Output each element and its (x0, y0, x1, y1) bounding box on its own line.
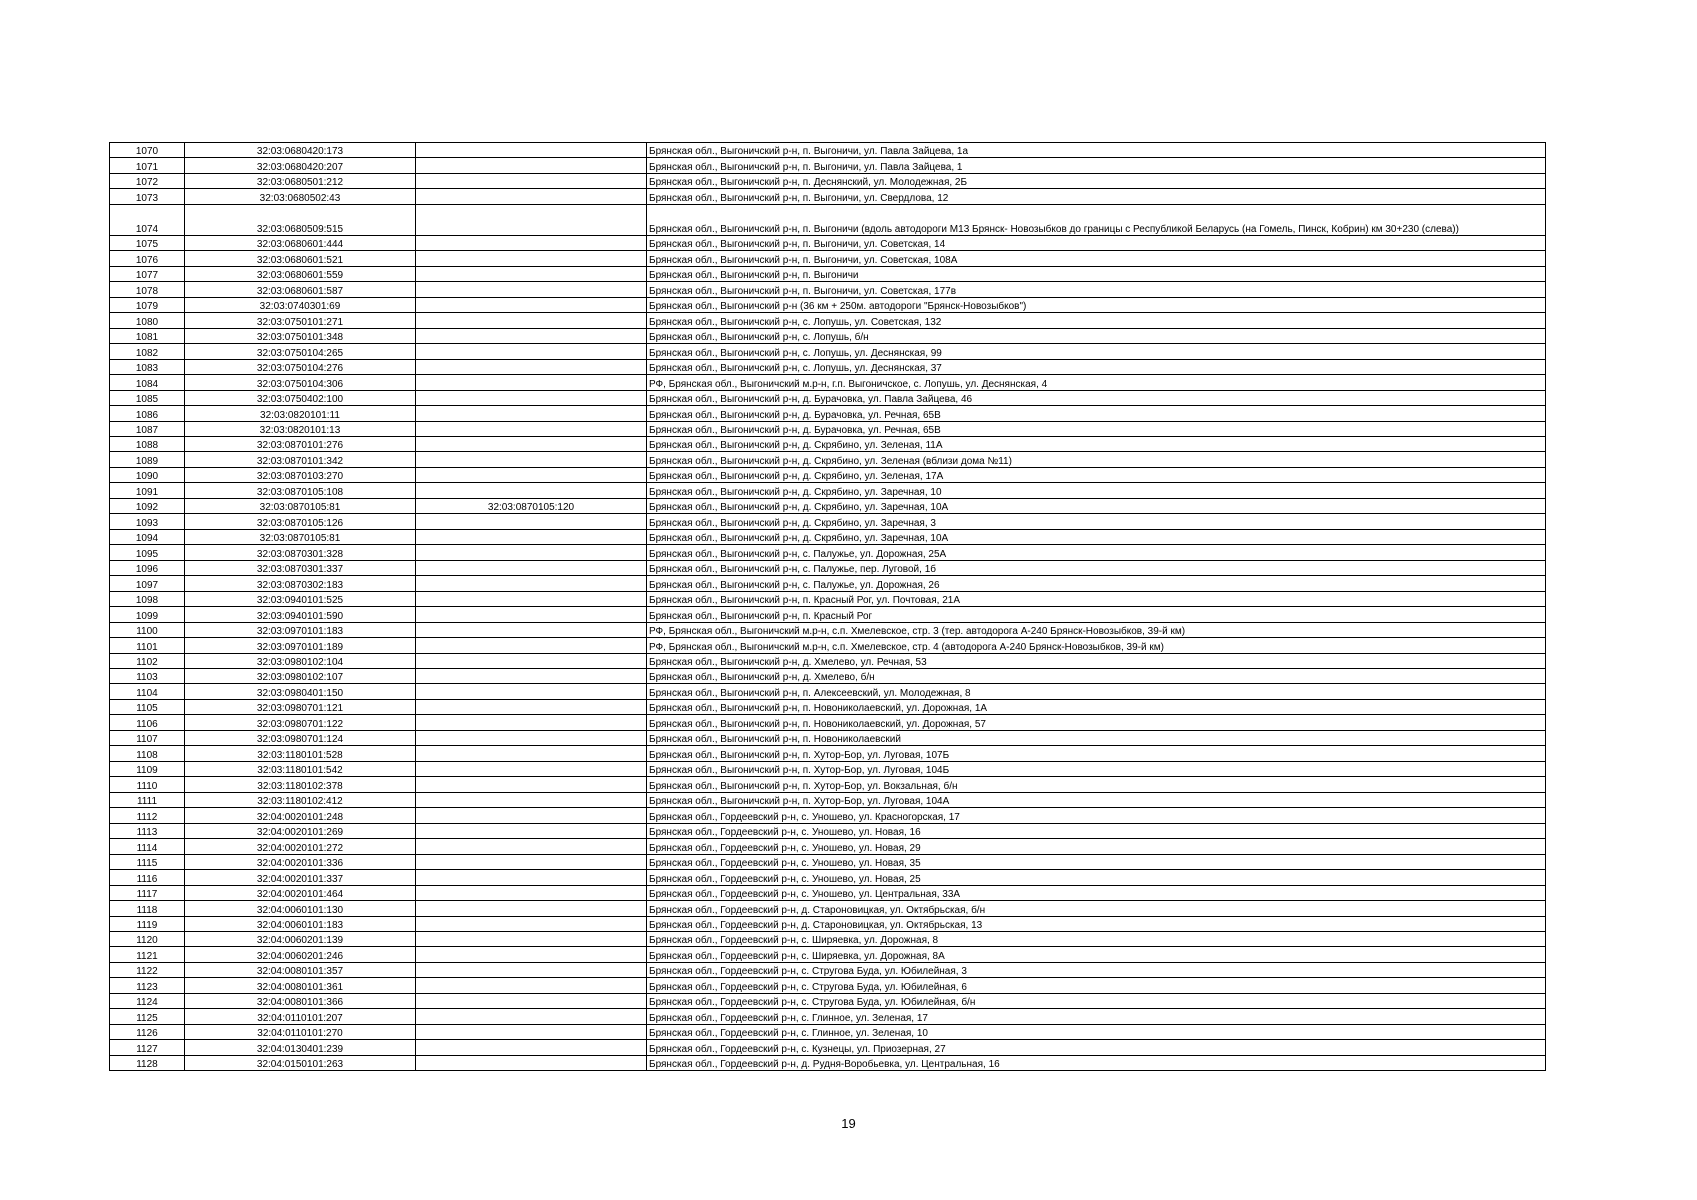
related-cadastral-number-cell (416, 931, 647, 946)
cadastral-number-cell: 32:03:0870101:276 (185, 436, 416, 451)
related-cadastral-number-cell (416, 947, 647, 962)
related-cadastral-number-cell: 32:03:0870105:120 (416, 498, 647, 513)
cadastral-number-cell: 32:03:0750402:100 (185, 390, 416, 405)
related-cadastral-number-cell (416, 452, 647, 467)
related-cadastral-number-cell (416, 576, 647, 591)
related-cadastral-number-cell (416, 375, 647, 390)
row-number-cell: 1071 (110, 158, 185, 173)
cadastral-number-cell: 32:03:0940101:525 (185, 591, 416, 606)
row-number-cell: 1077 (110, 266, 185, 281)
row-number-cell: 1097 (110, 576, 185, 591)
row-number-cell: 1088 (110, 436, 185, 451)
table-row (110, 1055, 1546, 1070)
row-number-cell: 1108 (110, 746, 185, 761)
row-number-cell: 1078 (110, 282, 185, 297)
related-cadastral-number-cell (416, 823, 647, 838)
cadastral-number-cell: 32:04:0080101:361 (185, 978, 416, 993)
table-row (110, 901, 1546, 916)
address-cell: Брянская обл., Выгоничский р-н, д. Скрябино, ул. Заречная, 10А (647, 498, 1546, 513)
cadastral-number-cell: 32:03:0680501:212 (185, 173, 416, 188)
table-row (110, 204, 1546, 235)
row-number-cell: 1101 (110, 638, 185, 653)
row-number-cell: 1073 (110, 189, 185, 204)
related-cadastral-number-cell (416, 854, 647, 869)
table-row (110, 746, 1546, 761)
related-cadastral-number-cell (416, 653, 647, 668)
row-number-cell: 1084 (110, 375, 185, 390)
table-row (110, 576, 1546, 591)
cadastral-number-cell: 32:03:0820101:11 (185, 406, 416, 421)
table-row (110, 189, 1546, 204)
table-row (110, 235, 1546, 250)
address-cell: Брянская обл., Выгоничский р-н, с. Лопушь, ул. Советская, 132 (647, 313, 1546, 328)
cadastral-number-cell: 32:03:0980102:107 (185, 669, 416, 684)
address-cell: Брянская обл., Выгоничский р-н (36 км + 250м. автодороги "Брянск-Новозыбков") (647, 297, 1546, 312)
related-cadastral-number-cell (416, 282, 647, 297)
row-number-cell: 1070 (110, 143, 185, 158)
row-number-cell: 1118 (110, 901, 185, 916)
row-number-cell: 1128 (110, 1055, 185, 1070)
row-number-cell: 1086 (110, 406, 185, 421)
related-cadastral-number-cell (416, 359, 647, 374)
cadastral-number-cell: 32:03:0870103:270 (185, 467, 416, 482)
cadastral-number-cell: 32:03:0980102:104 (185, 653, 416, 668)
address-cell: Брянская обл., Гордеевский р-н, д. Рудня-Воробьевка, ул. Центральная, 16 (647, 1055, 1546, 1070)
cadastral-number-cell: 32:03:0980701:122 (185, 715, 416, 730)
table-row (110, 669, 1546, 684)
row-number-cell: 1094 (110, 529, 185, 544)
address-cell: Брянская обл., Выгоничский р-н, п. Выгоничи, ул. Советская, 177в (647, 282, 1546, 297)
row-number-cell: 1102 (110, 653, 185, 668)
row-number-cell: 1079 (110, 297, 185, 312)
related-cadastral-number-cell (416, 591, 647, 606)
table-row (110, 375, 1546, 390)
address-cell: Брянская обл., Выгоничский р-н, д. Хмелево, ул. Речная, 53 (647, 653, 1546, 668)
related-cadastral-number-cell (416, 808, 647, 823)
address-cell: Брянская обл., Выгоничский р-н, п. Выгоничи, ул. Советская, 108А (647, 251, 1546, 266)
address-cell: Брянская обл., Выгоничский р-н, д. Скрябино, ул. Зеленая, 11А (647, 436, 1546, 451)
related-cadastral-number-cell (416, 993, 647, 1008)
table-row (110, 870, 1546, 885)
related-cadastral-number-cell (416, 622, 647, 637)
cadastral-number-cell: 32:03:0750101:271 (185, 313, 416, 328)
row-number-cell: 1075 (110, 235, 185, 250)
row-number-cell: 1110 (110, 777, 185, 792)
address-cell: Брянская обл., Гордеевский р-н, с. Уношево, ул. Новая, 35 (647, 854, 1546, 869)
related-cadastral-number-cell (416, 143, 647, 158)
row-number-cell: 1123 (110, 978, 185, 993)
address-cell: Брянская обл., Выгоничский р-н, п. Хутор-Бор, ул. Луговая, 104Б (647, 761, 1546, 776)
related-cadastral-number-cell (416, 189, 647, 204)
table-row (110, 529, 1546, 544)
cadastral-number-cell: 32:04:0020101:272 (185, 839, 416, 854)
cadastral-number-cell: 32:03:0680502:43 (185, 189, 416, 204)
address-cell: Брянская обл., Выгоничский р-н, с. Палужье, пер. Луговой, 1б (647, 560, 1546, 575)
table-row (110, 266, 1546, 281)
cadastral-number-cell: 32:03:0980701:121 (185, 699, 416, 714)
table-row (110, 622, 1546, 637)
cadastral-number-cell: 32:04:0080101:366 (185, 993, 416, 1008)
cadastral-number-cell: 32:03:0820101:13 (185, 421, 416, 436)
table-row (110, 839, 1546, 854)
row-number-cell: 1115 (110, 854, 185, 869)
row-number-cell: 1074 (110, 204, 185, 235)
cadastral-number-cell: 32:04:0060101:183 (185, 916, 416, 931)
address-cell: Брянская обл., Выгоничский р-н, п. Выгоничи, ул. Советская, 14 (647, 235, 1546, 250)
related-cadastral-number-cell (416, 761, 647, 776)
related-cadastral-number-cell (416, 467, 647, 482)
cadastral-number-cell: 32:04:0020101:336 (185, 854, 416, 869)
cadastral-number-cell: 32:03:1180102:378 (185, 777, 416, 792)
table-row (110, 854, 1546, 869)
table-row (110, 282, 1546, 297)
table-row (110, 715, 1546, 730)
cadastral-number-cell: 32:04:0110101:207 (185, 1009, 416, 1024)
related-cadastral-number-cell (416, 839, 647, 854)
table-row (110, 498, 1546, 513)
table-row (110, 297, 1546, 312)
cadastral-number-cell: 32:03:0980401:150 (185, 684, 416, 699)
row-number-cell: 1126 (110, 1024, 185, 1039)
address-cell: Брянская обл., Выгоничский р-н, с. Палужье, ул. Дорожная, 26 (647, 576, 1546, 591)
address-cell: Брянская обл., Выгоничский р-н, п. Выгоничи, ул. Павла Зайцева, 1а (647, 143, 1546, 158)
related-cadastral-number-cell (416, 251, 647, 266)
row-number-cell: 1106 (110, 715, 185, 730)
row-number-cell: 1105 (110, 699, 185, 714)
table-row (110, 638, 1546, 653)
cadastral-number-cell: 32:04:0020101:248 (185, 808, 416, 823)
page-number: 19 (841, 1116, 856, 1131)
table-row (110, 313, 1546, 328)
address-cell: Брянская обл., Выгоничский р-н, с. Лопушь, ул. Деснянская, 99 (647, 344, 1546, 359)
row-number-cell: 1081 (110, 328, 185, 343)
address-cell: Брянская обл., Выгоничский р-н, д. Скрябино, ул. Заречная, 10А (647, 529, 1546, 544)
table-row (110, 730, 1546, 745)
row-number-cell: 1096 (110, 560, 185, 575)
row-number-cell: 1111 (110, 792, 185, 807)
address-cell: Брянская обл., Выгоничский р-н, п. Деснянский, ул. Молодежная, 2Б (647, 173, 1546, 188)
address-cell: Брянская обл., Выгоничский р-н, д. Скрябино, ул. Заречная, 3 (647, 514, 1546, 529)
related-cadastral-number-cell (416, 978, 647, 993)
related-cadastral-number-cell (416, 328, 647, 343)
address-cell: Брянская обл., Гордеевский р-н, с. Уношево, ул. Центральная, 33А (647, 885, 1546, 900)
related-cadastral-number-cell (416, 1024, 647, 1039)
address-cell: Брянская обл., Гордеевский р-н, д. Староновицкая, ул. Октябрьская, 13 (647, 916, 1546, 931)
table-row (110, 699, 1546, 714)
row-number-cell: 1112 (110, 808, 185, 823)
table-row (110, 421, 1546, 436)
related-cadastral-number-cell (416, 235, 647, 250)
table-row (110, 344, 1546, 359)
table-row (110, 545, 1546, 560)
address-cell: Брянская обл., Выгоничский р-н, п. Хутор-Бор, ул. Вокзальная, б/н (647, 777, 1546, 792)
address-cell: Брянская обл., Выгоничский р-н, п. Выгоничи, ул. Свердлова, 12 (647, 189, 1546, 204)
table-row (110, 483, 1546, 498)
address-cell: Брянская обл., Выгоничский р-н, п. Новониколаевский, ул. Дорожная, 57 (647, 715, 1546, 730)
table-row (110, 452, 1546, 467)
table-row (110, 390, 1546, 405)
related-cadastral-number-cell (416, 792, 647, 807)
cadastral-number-cell: 32:04:0060101:130 (185, 901, 416, 916)
address-cell: Брянская обл., Выгоничский р-н, д. Скрябино, ул. Зеленая (вблизи дома №11) (647, 452, 1546, 467)
cadastral-number-cell: 32:03:0750104:276 (185, 359, 416, 374)
table-row (110, 808, 1546, 823)
row-number-cell: 1109 (110, 761, 185, 776)
table-row (110, 560, 1546, 575)
address-cell: Брянская обл., Гордеевский р-н, с. Стругова Буда, ул. Юбилейная, б/н (647, 993, 1546, 1008)
related-cadastral-number-cell (416, 885, 647, 900)
cadastral-number-cell: 32:03:0680601:521 (185, 251, 416, 266)
cadastral-number-cell: 32:04:0150101:263 (185, 1055, 416, 1070)
row-number-cell: 1124 (110, 993, 185, 1008)
row-number-cell: 1092 (110, 498, 185, 513)
table-row (110, 1040, 1546, 1055)
row-number-cell: 1095 (110, 545, 185, 560)
cadastral-number-cell: 32:03:0970101:183 (185, 622, 416, 637)
related-cadastral-number-cell (416, 715, 647, 730)
related-cadastral-number-cell (416, 607, 647, 622)
cadastral-number-cell: 32:03:0870302:183 (185, 576, 416, 591)
cadastral-number-cell: 32:03:0870105:81 (185, 498, 416, 513)
related-cadastral-number-cell (416, 421, 647, 436)
related-cadastral-number-cell (416, 1040, 647, 1055)
row-number-cell: 1125 (110, 1009, 185, 1024)
address-cell: Брянская обл., Выгоничский р-н, с. Палужье, ул. Дорожная, 25А (647, 545, 1546, 560)
cadastral-number-cell: 32:04:0020101:464 (185, 885, 416, 900)
related-cadastral-number-cell (416, 746, 647, 761)
related-cadastral-number-cell (416, 436, 647, 451)
address-cell: Брянская обл., Гордеевский р-н, с. Уношево, ул. Новая, 25 (647, 870, 1546, 885)
related-cadastral-number-cell (416, 158, 647, 173)
cadastral-number-cell: 32:03:0750104:265 (185, 344, 416, 359)
row-number-cell: 1100 (110, 622, 185, 637)
table-row (110, 761, 1546, 776)
related-cadastral-number-cell (416, 313, 647, 328)
cadastral-number-cell: 32:04:0080101:357 (185, 962, 416, 977)
cadastral-number-cell: 32:03:0980701:124 (185, 730, 416, 745)
row-number-cell: 1091 (110, 483, 185, 498)
address-cell: Брянская обл., Выгоничский р-н, д. Бурачовка, ул. Речная, 65В (647, 406, 1546, 421)
related-cadastral-number-cell (416, 390, 647, 405)
table-row (110, 607, 1546, 622)
cadastral-number-cell: 32:04:0130401:239 (185, 1040, 416, 1055)
row-number-cell: 1103 (110, 669, 185, 684)
related-cadastral-number-cell (416, 777, 647, 792)
address-cell: Брянская обл., Выгоничский р-н, п. Хутор-Бор, ул. Луговая, 104А (647, 792, 1546, 807)
row-number-cell: 1104 (110, 684, 185, 699)
related-cadastral-number-cell (416, 560, 647, 575)
row-number-cell: 1089 (110, 452, 185, 467)
table-row (110, 158, 1546, 173)
table-body (110, 143, 1546, 1071)
table-row (110, 653, 1546, 668)
related-cadastral-number-cell (416, 669, 647, 684)
cadastral-number-cell: 32:03:0940101:590 (185, 607, 416, 622)
address-cell: Брянская обл., Выгоничский р-н, с. Лопушь, б/н (647, 328, 1546, 343)
related-cadastral-number-cell (416, 699, 647, 714)
table-row (110, 173, 1546, 188)
row-number-cell: 1087 (110, 421, 185, 436)
table-row (110, 792, 1546, 807)
address-cell: Брянская обл., Выгоничский р-н, п. Красный Рог (647, 607, 1546, 622)
related-cadastral-number-cell (416, 406, 647, 421)
related-cadastral-number-cell (416, 962, 647, 977)
related-cadastral-number-cell (416, 204, 647, 235)
cadastral-number-cell: 32:03:0680601:444 (185, 235, 416, 250)
related-cadastral-number-cell (416, 916, 647, 931)
address-cell: Брянская обл., Выгоничский р-н, с. Лопушь, ул. Деснянская, 37 (647, 359, 1546, 374)
address-cell: Брянская обл., Гордеевский р-н, с. Глинное, ул. Зеленая, 10 (647, 1024, 1546, 1039)
row-number-cell: 1098 (110, 591, 185, 606)
address-cell: Брянская обл., Выгоничский р-н, д. Хмелево, б/н (647, 669, 1546, 684)
table-row (110, 916, 1546, 931)
cadastral-number-cell: 32:03:0870105:126 (185, 514, 416, 529)
address-cell: Брянская обл., Гордеевский р-н, с. Уношево, ул. Новая, 29 (647, 839, 1546, 854)
cadastral-number-cell: 32:04:0060201:139 (185, 931, 416, 946)
cadastral-number-cell: 32:03:0740301:69 (185, 297, 416, 312)
table-row (110, 591, 1546, 606)
related-cadastral-number-cell (416, 483, 647, 498)
row-number-cell: 1082 (110, 344, 185, 359)
related-cadastral-number-cell (416, 173, 647, 188)
table-row (110, 993, 1546, 1008)
address-cell: Брянская обл., Выгоничский р-н, п. Хутор-Бор, ул. Луговая, 107Б (647, 746, 1546, 761)
table-row (110, 359, 1546, 374)
address-cell: Брянская обл., Гордеевский р-н, с. Уношево, ул. Красногорская, 17 (647, 808, 1546, 823)
related-cadastral-number-cell (416, 344, 647, 359)
table-row (110, 885, 1546, 900)
table-row (110, 406, 1546, 421)
cadastral-number-cell: 32:04:0060201:246 (185, 947, 416, 962)
row-number-cell: 1072 (110, 173, 185, 188)
address-cell: Брянская обл., Выгоничский р-н, д. Скрябино, ул. Заречная, 10 (647, 483, 1546, 498)
related-cadastral-number-cell (416, 297, 647, 312)
row-number-cell: 1121 (110, 947, 185, 962)
related-cadastral-number-cell (416, 266, 647, 281)
cadastral-number-cell: 32:03:0680601:559 (185, 266, 416, 281)
table-row (110, 978, 1546, 993)
registry-table (109, 142, 1546, 1071)
address-cell: Брянская обл., Гордеевский р-н, д. Староновицкая, ул. Октябрьская, б/н (647, 901, 1546, 916)
address-cell: Брянская обл., Гордеевский р-н, с. Стругова Буда, ул. Юбилейная, 3 (647, 962, 1546, 977)
table-row (110, 514, 1546, 529)
row-number-cell: 1117 (110, 885, 185, 900)
row-number-cell: 1114 (110, 839, 185, 854)
table-row (110, 947, 1546, 962)
related-cadastral-number-cell (416, 545, 647, 560)
address-cell: Брянская обл., Выгоничский р-н, п. Выгоничи (647, 266, 1546, 281)
row-number-cell: 1119 (110, 916, 185, 931)
related-cadastral-number-cell (416, 901, 647, 916)
address-cell: Брянская обл., Выгоничский р-н, д. Скрябино, ул. Зеленая, 17А (647, 467, 1546, 482)
table-row (110, 1009, 1546, 1024)
cadastral-number-cell: 32:04:0110101:270 (185, 1024, 416, 1039)
row-number-cell: 1107 (110, 730, 185, 745)
address-cell: Брянская обл., Выгоничский р-н, п. Алексеевский, ул. Молодежная, 8 (647, 684, 1546, 699)
row-number-cell: 1083 (110, 359, 185, 374)
cadastral-number-cell: 32:03:0680601:587 (185, 282, 416, 297)
address-cell: Брянская обл., Выгоничский р-н, п. Новониколаевский, ул. Дорожная, 1А (647, 699, 1546, 714)
cadastral-number-cell: 32:04:0020101:337 (185, 870, 416, 885)
table-row (110, 467, 1546, 482)
address-cell: РФ, Брянская обл., Выгоничский м.р-н, с.п. Хмелевское, стр. 3 (тер. автодорога А-240 Брянск-Новозыбков, 39-й км) (647, 622, 1546, 637)
table-row (110, 1024, 1546, 1039)
address-cell: Брянская обл., Выгоничский р-н, п. Красный Рог, ул. Почтовая, 21А (647, 591, 1546, 606)
related-cadastral-number-cell (416, 730, 647, 745)
cadastral-number-cell: 32:03:1180101:528 (185, 746, 416, 761)
row-number-cell: 1099 (110, 607, 185, 622)
cadastral-number-cell: 32:03:0680420:173 (185, 143, 416, 158)
address-cell: Брянская обл., Гордеевский р-н, с. Кузнецы, ул. Приозерная, 27 (647, 1040, 1546, 1055)
address-cell: Брянская обл., Гордеевский р-н, с. Глинное, ул. Зеленая, 17 (647, 1009, 1546, 1024)
address-cell: Брянская обл., Выгоничский р-н, п. Выгоничи (вдоль автодороги М13 Брянск- Новозыбков до границы с Республикой Беларусь (на Гомель, Пинск, Кобрин) км 30+230 (слева)) (647, 204, 1546, 235)
related-cadastral-number-cell (416, 1055, 647, 1070)
related-cadastral-number-cell (416, 1009, 647, 1024)
row-number-cell: 1090 (110, 467, 185, 482)
table-row (110, 328, 1546, 343)
cadastral-number-cell: 32:03:1180101:542 (185, 761, 416, 776)
row-number-cell: 1127 (110, 1040, 185, 1055)
cadastral-number-cell: 32:03:0750101:348 (185, 328, 416, 343)
row-number-cell: 1080 (110, 313, 185, 328)
cadastral-number-cell: 32:03:0870105:108 (185, 483, 416, 498)
cadastral-number-cell: 32:03:0870105:81 (185, 529, 416, 544)
cadastral-number-cell: 32:04:0020101:269 (185, 823, 416, 838)
cadastral-number-cell: 32:03:0870101:342 (185, 452, 416, 467)
table-row (110, 436, 1546, 451)
table-row (110, 962, 1546, 977)
related-cadastral-number-cell (416, 684, 647, 699)
address-cell: Брянская обл., Выгоничский р-н, п. Выгоничи, ул. Павла Зайцева, 1 (647, 158, 1546, 173)
related-cadastral-number-cell (416, 529, 647, 544)
cadastral-number-cell: 32:03:1180102:412 (185, 792, 416, 807)
cadastral-number-cell: 32:03:0680420:207 (185, 158, 416, 173)
address-cell: Брянская обл., Гордеевский р-н, с. Стругова Буда, ул. Юбилейная, 6 (647, 978, 1546, 993)
address-cell: Брянская обл., Гордеевский р-н, с. Ширяевка, ул. Дорожная, 8А (647, 947, 1546, 962)
cadastral-number-cell: 32:03:0870301:337 (185, 560, 416, 575)
table-row (110, 823, 1546, 838)
cadastral-number-cell: 32:03:0750104:306 (185, 375, 416, 390)
address-cell: Брянская обл., Гордеевский р-н, с. Ширяевка, ул. Дорожная, 8 (647, 931, 1546, 946)
address-cell: Брянская обл., Выгоничский р-н, д. Бурачовка, ул. Павла Зайцева, 46 (647, 390, 1546, 405)
related-cadastral-number-cell (416, 638, 647, 653)
row-number-cell: 1116 (110, 870, 185, 885)
related-cadastral-number-cell (416, 870, 647, 885)
row-number-cell: 1122 (110, 962, 185, 977)
table-row (110, 777, 1546, 792)
related-cadastral-number-cell (416, 514, 647, 529)
row-number-cell: 1085 (110, 390, 185, 405)
address-cell: Брянская обл., Гордеевский р-н, с. Уношево, ул. Новая, 16 (647, 823, 1546, 838)
row-number-cell: 1093 (110, 514, 185, 529)
row-number-cell: 1076 (110, 251, 185, 266)
cadastral-number-cell: 32:03:0970101:189 (185, 638, 416, 653)
row-number-cell: 1113 (110, 823, 185, 838)
table-row (110, 251, 1546, 266)
table-row (110, 931, 1546, 946)
cadastral-number-cell: 32:03:0680509:515 (185, 204, 416, 235)
address-cell: Брянская обл., Выгоничский р-н, д. Бурачовка, ул. Речная, 65В (647, 421, 1546, 436)
address-cell: Брянская обл., Выгоничский р-н, п. Новониколаевский (647, 730, 1546, 745)
table-row (110, 143, 1546, 158)
address-cell: РФ, Брянская обл., Выгоничский м.р-н, г.п. Выгоничское, с. Лопушь, ул. Деснянская, 4 (647, 375, 1546, 390)
row-number-cell: 1120 (110, 931, 185, 946)
address-cell: РФ, Брянская обл., Выгоничский м.р-н, с.п. Хмелевское, стр. 4 (автодорога А-240 Брянск-Новозыбков, 39-й км) (647, 638, 1546, 653)
table-row (110, 684, 1546, 699)
cadastral-number-cell: 32:03:0870301:328 (185, 545, 416, 560)
